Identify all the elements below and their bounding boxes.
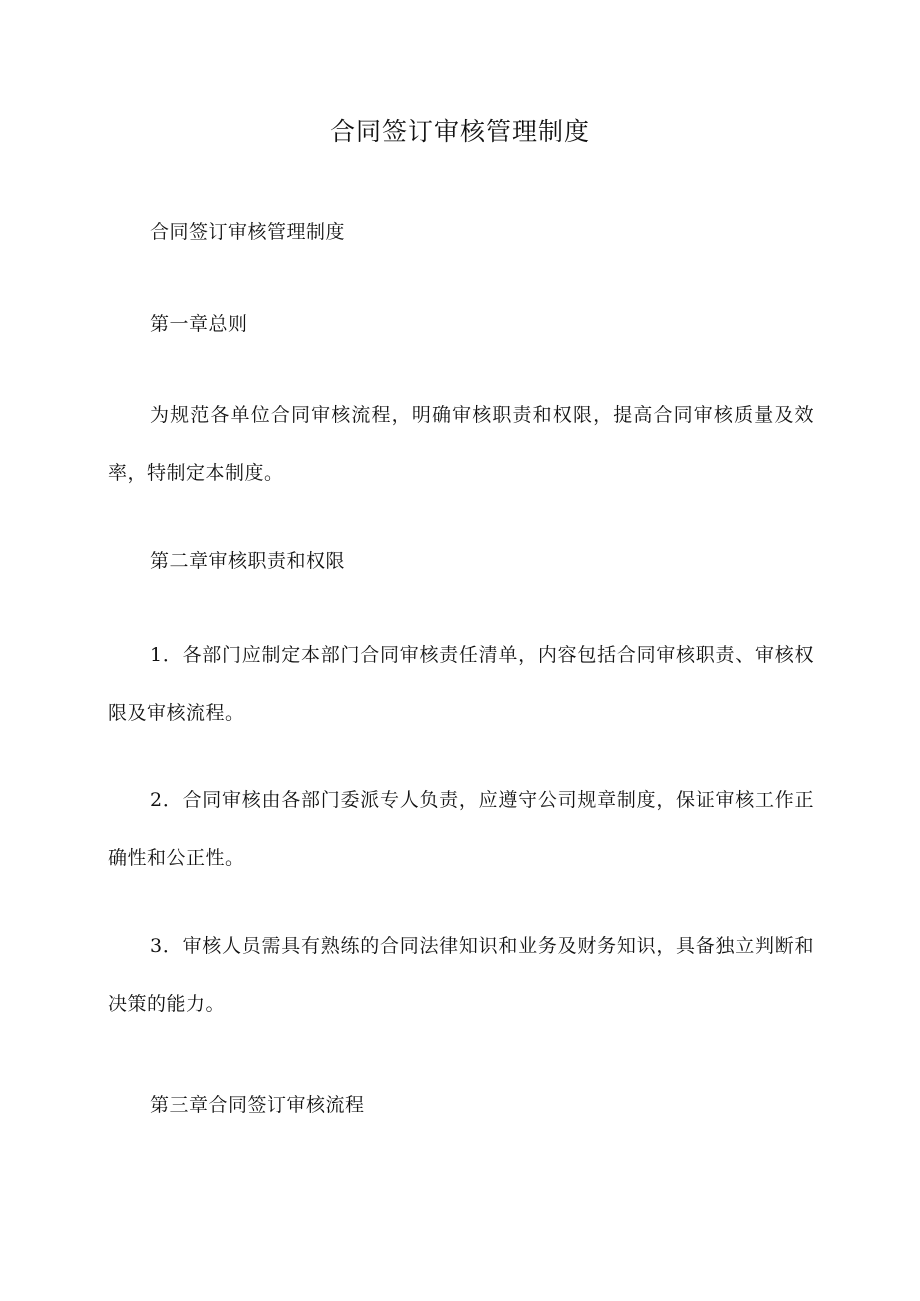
- article-3-paragraph: 3．审核人员需具有熟练的合同法律知识和业务及财务知识，具备独立判断和决策的能力。: [108, 935, 814, 1015]
- document-title: 合同签订审核管理制度: [329, 117, 590, 146]
- chapter-3-heading: 第三章合同签订审核流程: [150, 1094, 365, 1116]
- article-1-paragraph: 1．各部门应制定本部门合同审核责任清单，内容包括合同审核职责、审核权限及审核流程。: [108, 644, 814, 724]
- chapter-1-body: 为规范各单位合同审核流程，明确审核职责和权限，提高合同审核质量及效率，特制定本制度。: [108, 404, 814, 484]
- chapter-2-heading: 第二章审核职责和权限: [150, 550, 346, 572]
- article-2-paragraph: 2．合同审核由各部门委派专人负责，应遵守公司规章制度，保证审核工作正确性和公正性。: [108, 789, 814, 869]
- chapter-1-heading: 第一章总则: [150, 313, 248, 335]
- subtitle-paragraph: 合同签订审核管理制度: [150, 221, 346, 243]
